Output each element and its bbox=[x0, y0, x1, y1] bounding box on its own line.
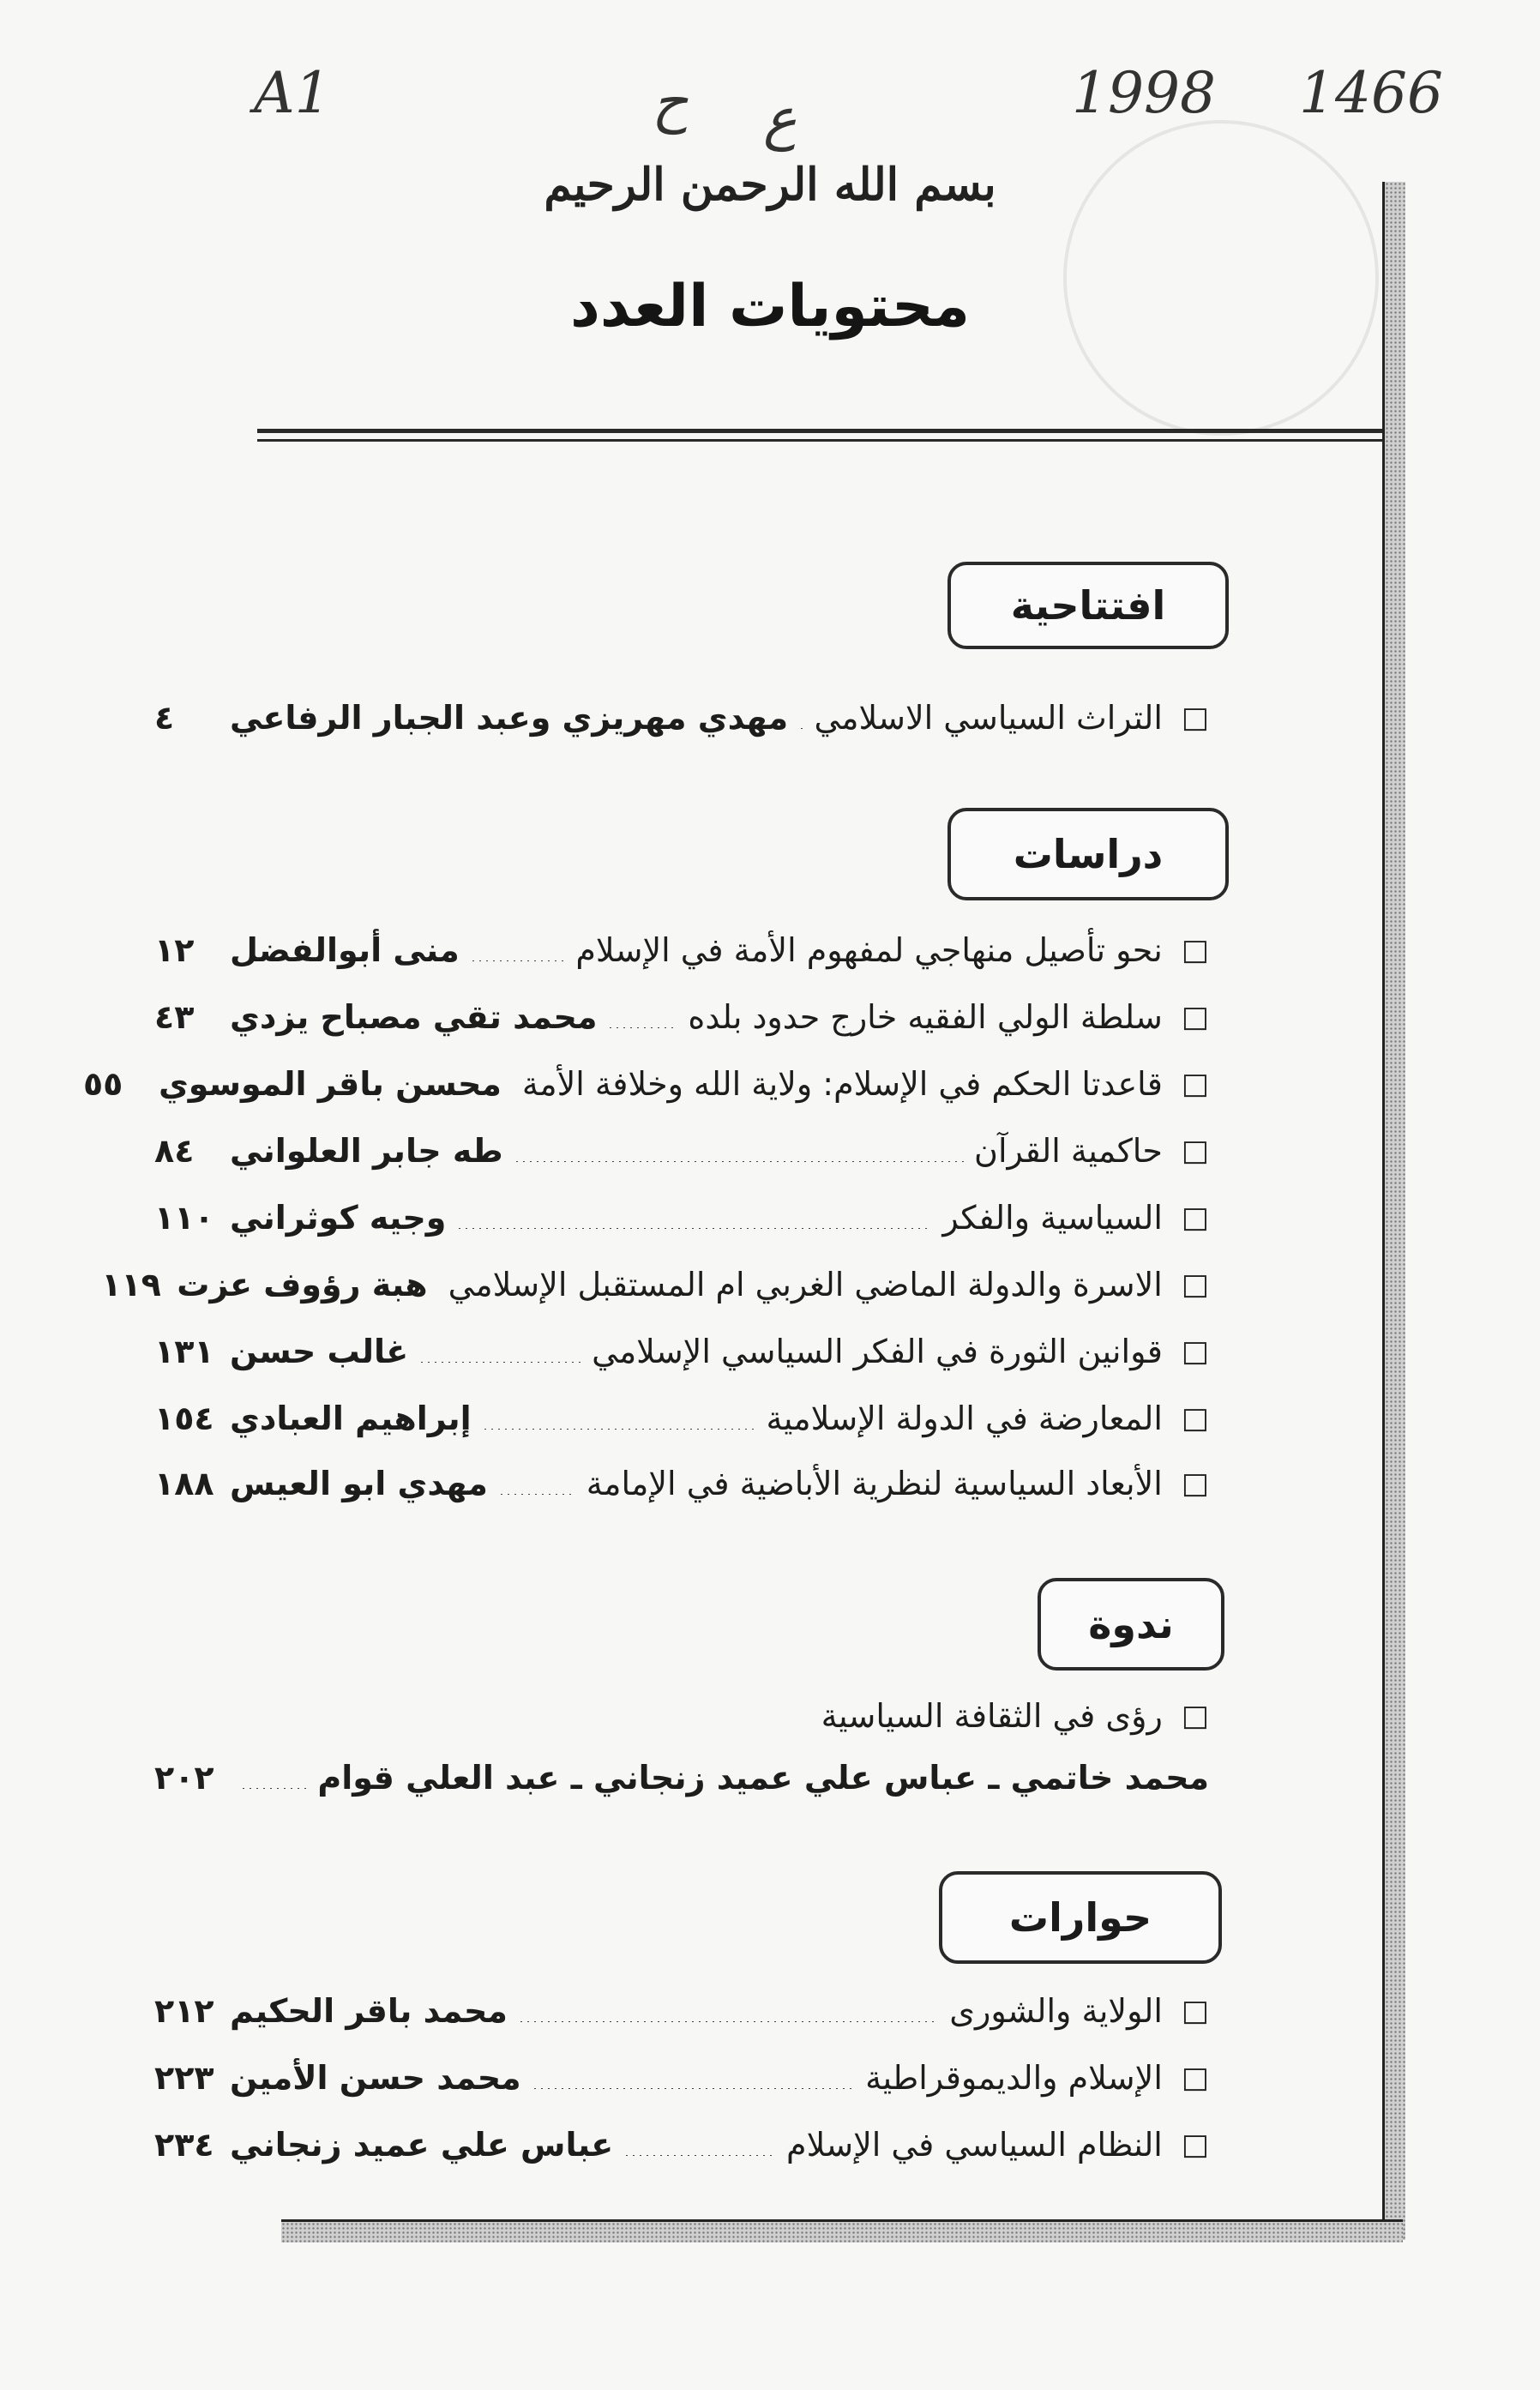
entry-page: ٤٣ bbox=[154, 998, 195, 1036]
leader-dots bbox=[498, 1493, 576, 1496]
handwritten-ref-code: A1 bbox=[254, 60, 331, 126]
entry-author: محمد خاتمي ـ عباس علي عميد زنجاني ـ عبد العلي قوام bbox=[317, 1759, 1209, 1797]
toc-entry[interactable] bbox=[101, 1255, 1209, 1315]
leader-dots bbox=[798, 727, 803, 730]
checkbox-icon: □ bbox=[1181, 1334, 1209, 1369]
entry-title: قوانين الثورة في الفكر السياسي الإسلامي bbox=[592, 1333, 1163, 1370]
entry-author: مهدي ابو العيس bbox=[230, 1465, 488, 1502]
entry-page: ٢٢٣ bbox=[154, 2059, 214, 2097]
page-frame-bottom bbox=[281, 2219, 1403, 2243]
page-title: محتويات العدد bbox=[570, 273, 970, 340]
entry-page: ١٢ bbox=[154, 931, 195, 969]
entry-title: السياسية والفكر bbox=[942, 1199, 1163, 1237]
entry-author: عباس علي عميد زنجاني bbox=[230, 2126, 614, 2164]
entry-title: الاسرة والدولة الماضي الغربي ام المستقبل الإسلامي bbox=[448, 1266, 1163, 1303]
checkbox-icon: □ bbox=[1181, 1201, 1209, 1235]
entry-author: إبراهيم العبادي bbox=[230, 1400, 472, 1437]
handwritten-year: 1998 bbox=[1072, 60, 1216, 126]
checkbox-icon: □ bbox=[1181, 1000, 1209, 1034]
checkbox-icon: □ bbox=[1181, 701, 1209, 735]
leader-dots bbox=[514, 1160, 964, 1163]
toc-entry[interactable] bbox=[154, 2048, 1209, 2108]
leader-dots bbox=[418, 1361, 581, 1364]
entry-title: نحو تأصيل منهاجي لمفهوم الأمة في الإسلام bbox=[575, 931, 1163, 969]
toc-entry[interactable] bbox=[154, 987, 1209, 1047]
leader-dots bbox=[470, 960, 566, 962]
entry-page: ١١٠ bbox=[154, 1199, 214, 1237]
toc-entry[interactable] bbox=[154, 1188, 1209, 1248]
entry-title: الولاية والشورى bbox=[949, 1992, 1163, 2030]
leader-dots bbox=[240, 1787, 307, 1790]
entry-author: طه جابر العلواني bbox=[230, 1132, 503, 1170]
section-header-dialogues: حوارات bbox=[939, 1871, 1222, 1964]
checkbox-icon: □ bbox=[1181, 1699, 1209, 1733]
entry-page: ٢١٢ bbox=[154, 1992, 214, 2030]
basmala: بسم الله الرحمن الرحيم bbox=[544, 159, 996, 211]
entry-author: محمد تقي مصباح يزدي bbox=[230, 998, 598, 1036]
section-header-symposium: ندوة bbox=[1038, 1578, 1224, 1671]
leader-dots bbox=[482, 1428, 756, 1430]
handwritten-number: 1466 bbox=[1299, 60, 1443, 126]
section-header-opening: افتتاحية bbox=[947, 562, 1229, 649]
toc-entry[interactable] bbox=[82, 1054, 1209, 1114]
entry-title: الأبعاد السياسية لنظرية الأباضية في الإمامة bbox=[586, 1465, 1163, 1502]
entry-author: محمد حسن الأمين bbox=[230, 2059, 521, 2097]
checkbox-icon: □ bbox=[1181, 1466, 1209, 1501]
toc-entry[interactable] bbox=[154, 1121, 1209, 1181]
toc-entry[interactable] bbox=[154, 1454, 1209, 1514]
toc-entry[interactable] bbox=[154, 1321, 1209, 1382]
entry-page: ١٣١ bbox=[154, 1333, 214, 1370]
handwritten-mark: ح bbox=[652, 69, 689, 135]
entry-page: ٢٠٢ bbox=[154, 1759, 214, 1797]
entry-page: ١١٩ bbox=[101, 1266, 161, 1303]
entry-author: غالب حسن bbox=[230, 1333, 409, 1370]
entry-title: رؤى في الثقافة السياسية bbox=[821, 1697, 1163, 1735]
entry-title: سلطة الولي الفقيه خارج حدود بلده bbox=[688, 998, 1163, 1036]
checkbox-icon: □ bbox=[1181, 1267, 1209, 1302]
checkbox-icon: □ bbox=[1181, 1401, 1209, 1436]
entry-author: محسن باقر الموسوي bbox=[158, 1065, 502, 1103]
checkbox-icon: □ bbox=[1181, 933, 1209, 967]
entry-page: ٨٤ bbox=[154, 1132, 195, 1170]
entry-page: ٥٥ bbox=[82, 1065, 123, 1103]
entry-author: هبة رؤوف عزت bbox=[177, 1266, 428, 1303]
leader-dots bbox=[623, 2154, 776, 2157]
leader-dots bbox=[518, 2020, 939, 2023]
title-rule bbox=[257, 439, 1393, 442]
section-header-studies: دراسات bbox=[947, 808, 1229, 900]
page-frame-right bbox=[1382, 182, 1405, 2240]
toc-entry[interactable] bbox=[154, 1388, 1209, 1448]
checkbox-icon: □ bbox=[1181, 1134, 1209, 1168]
toc-entry[interactable] bbox=[154, 1686, 1209, 1746]
entry-title: الإسلام والديموقراطية bbox=[865, 2059, 1163, 2097]
entry-page: ١٨٨ bbox=[154, 1465, 214, 1502]
checkbox-icon: □ bbox=[1181, 1994, 1209, 2028]
handwritten-mark: ع bbox=[763, 86, 797, 152]
entry-page: ٢٣٤ bbox=[154, 2126, 214, 2164]
entry-page: ٤ bbox=[154, 699, 175, 737]
toc-entry[interactable] bbox=[154, 920, 1209, 980]
entry-title: قاعدتا الحكم في الإسلام: ولاية الله وخلافة الأمة bbox=[521, 1065, 1163, 1103]
toc-entry-authors[interactable] bbox=[154, 1748, 1209, 1808]
entry-title: النظام السياسي في الإسلام bbox=[786, 2126, 1163, 2164]
entry-title: حاكمية القرآن bbox=[974, 1132, 1163, 1170]
checkbox-icon: □ bbox=[1181, 1067, 1209, 1101]
toc-entry[interactable] bbox=[154, 688, 1209, 748]
title-rule bbox=[257, 429, 1393, 433]
entry-author: مهدي مهريزي وعبد الجبار الرفاعي bbox=[230, 699, 789, 737]
leader-dots bbox=[532, 2087, 856, 2090]
checkbox-icon: □ bbox=[1181, 2128, 1209, 2162]
leader-dots bbox=[607, 1026, 677, 1029]
toc-entry[interactable] bbox=[154, 1981, 1209, 2041]
entry-title: التراث السياسي الاسلامي bbox=[814, 699, 1163, 737]
entry-author: منى أبوالفضل bbox=[230, 931, 460, 969]
checkbox-icon: □ bbox=[1181, 2061, 1209, 2095]
toc-entry[interactable] bbox=[154, 2115, 1209, 2175]
entry-author: وجيه كوثراني bbox=[230, 1199, 447, 1237]
leader-dots bbox=[456, 1227, 932, 1230]
entry-page: ١٥٤ bbox=[154, 1400, 214, 1437]
entry-author: محمد باقر الحكيم bbox=[230, 1992, 508, 2030]
entry-title: المعارضة في الدولة الإسلامية bbox=[766, 1400, 1163, 1437]
